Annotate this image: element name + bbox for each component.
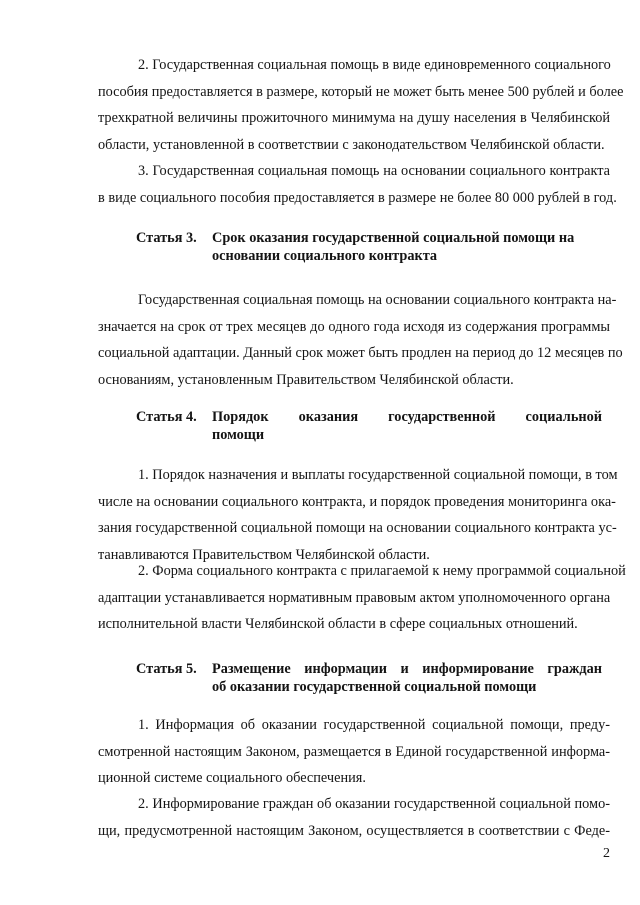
article-label: Статья 5. <box>136 661 197 677</box>
text-line: зания государственной социальной помощи на основании социального контракта ус- <box>98 520 617 536</box>
article-label: Статья 4. <box>136 409 197 425</box>
article-title-line: об оказании государственной социальной помощи <box>212 679 537 695</box>
text-line: социальной адаптации. Данный срок может быть продлен на период до 12 месяцев по <box>98 345 623 361</box>
text-line: 2. Информирование граждан об оказании государственной социальной помо- <box>138 796 610 812</box>
text-line: области, установленной в соответствии с законодательством Челябинской области. <box>98 136 605 153</box>
text-line: пособия предоставляется в размере, который не может быть менее 500 рублей и более <box>98 83 624 100</box>
article-title-line: Размещение информации и информирование граждан <box>212 661 602 677</box>
text-line: щи, предусмотренной настоящим Законом, осуществляется в соответствии с Феде- <box>98 822 610 839</box>
paragraph-article-4-item-1 <box>98 462 618 568</box>
text-line: числе на основании социального контракта, и порядок проведения мониторинга ока- <box>98 493 616 510</box>
text-line: основаниям, установленным Правительством Челябинской области. <box>98 371 514 388</box>
text-line: 1. Порядок назначения и выплаты государственной социальной помощи, в том <box>138 467 618 483</box>
paragraph-article-5-item-2 <box>98 791 610 844</box>
text-line: трехкратной величины прожиточного минимума на душу населения в Челябинской <box>98 110 610 126</box>
article-title-line: основании социального контракта <box>212 248 438 264</box>
paragraph-article-3-body <box>98 287 623 393</box>
article-title <box>212 408 602 444</box>
paragraph-item-3-benefit <box>98 158 617 211</box>
paragraph-item-2-lump-sum <box>98 52 624 158</box>
text-line: танавливаются Правительством Челябинской области. <box>98 546 430 563</box>
text-line: 2. Форма социального контракта с прилагаемой к нему программой социальной <box>138 563 626 579</box>
article-title <box>212 660 602 696</box>
text-line: 3. Государственная социальная помощь на основании социального контракта <box>138 163 610 179</box>
paragraph-article-5-item-1 <box>98 712 610 792</box>
text-line: смотренной настоящим Законом, размещается в Единой государственной информа- <box>98 743 610 760</box>
article-label: Статья 3. <box>136 230 197 246</box>
text-line: 1. Информация об оказании государственной социальной помощи, преду- <box>138 717 610 733</box>
text-line: значается на срок от трех месяцев до одного года исходя из содержания программы <box>98 318 610 335</box>
page-number: 2 <box>603 846 610 861</box>
text-line: исполнительной власти Челябинской области в сфере социальных отношений. <box>98 616 578 632</box>
text-line: Государственная социальная помощь на основании социального контракта на- <box>138 292 617 308</box>
text-line: ционной системе социального обеспечения. <box>98 770 366 786</box>
article-title-line: помощи <box>212 427 265 443</box>
article-title-line: Срок оказания государственной социальной помощи на <box>212 230 575 246</box>
article-title <box>212 229 602 265</box>
article-title-line: Порядок оказания государственной социальной <box>212 409 602 425</box>
text-line: 2. Государственная социальная помощь в виде единовременного социального <box>138 57 611 73</box>
text-line: в виде социального пособия предоставляется в размере не более 80 000 рублей в год. <box>98 189 617 206</box>
paragraph-article-4-item-2 <box>98 558 626 638</box>
text-line: адаптации устанавливается нормативным правовым актом уполномоченного органа <box>98 589 611 606</box>
